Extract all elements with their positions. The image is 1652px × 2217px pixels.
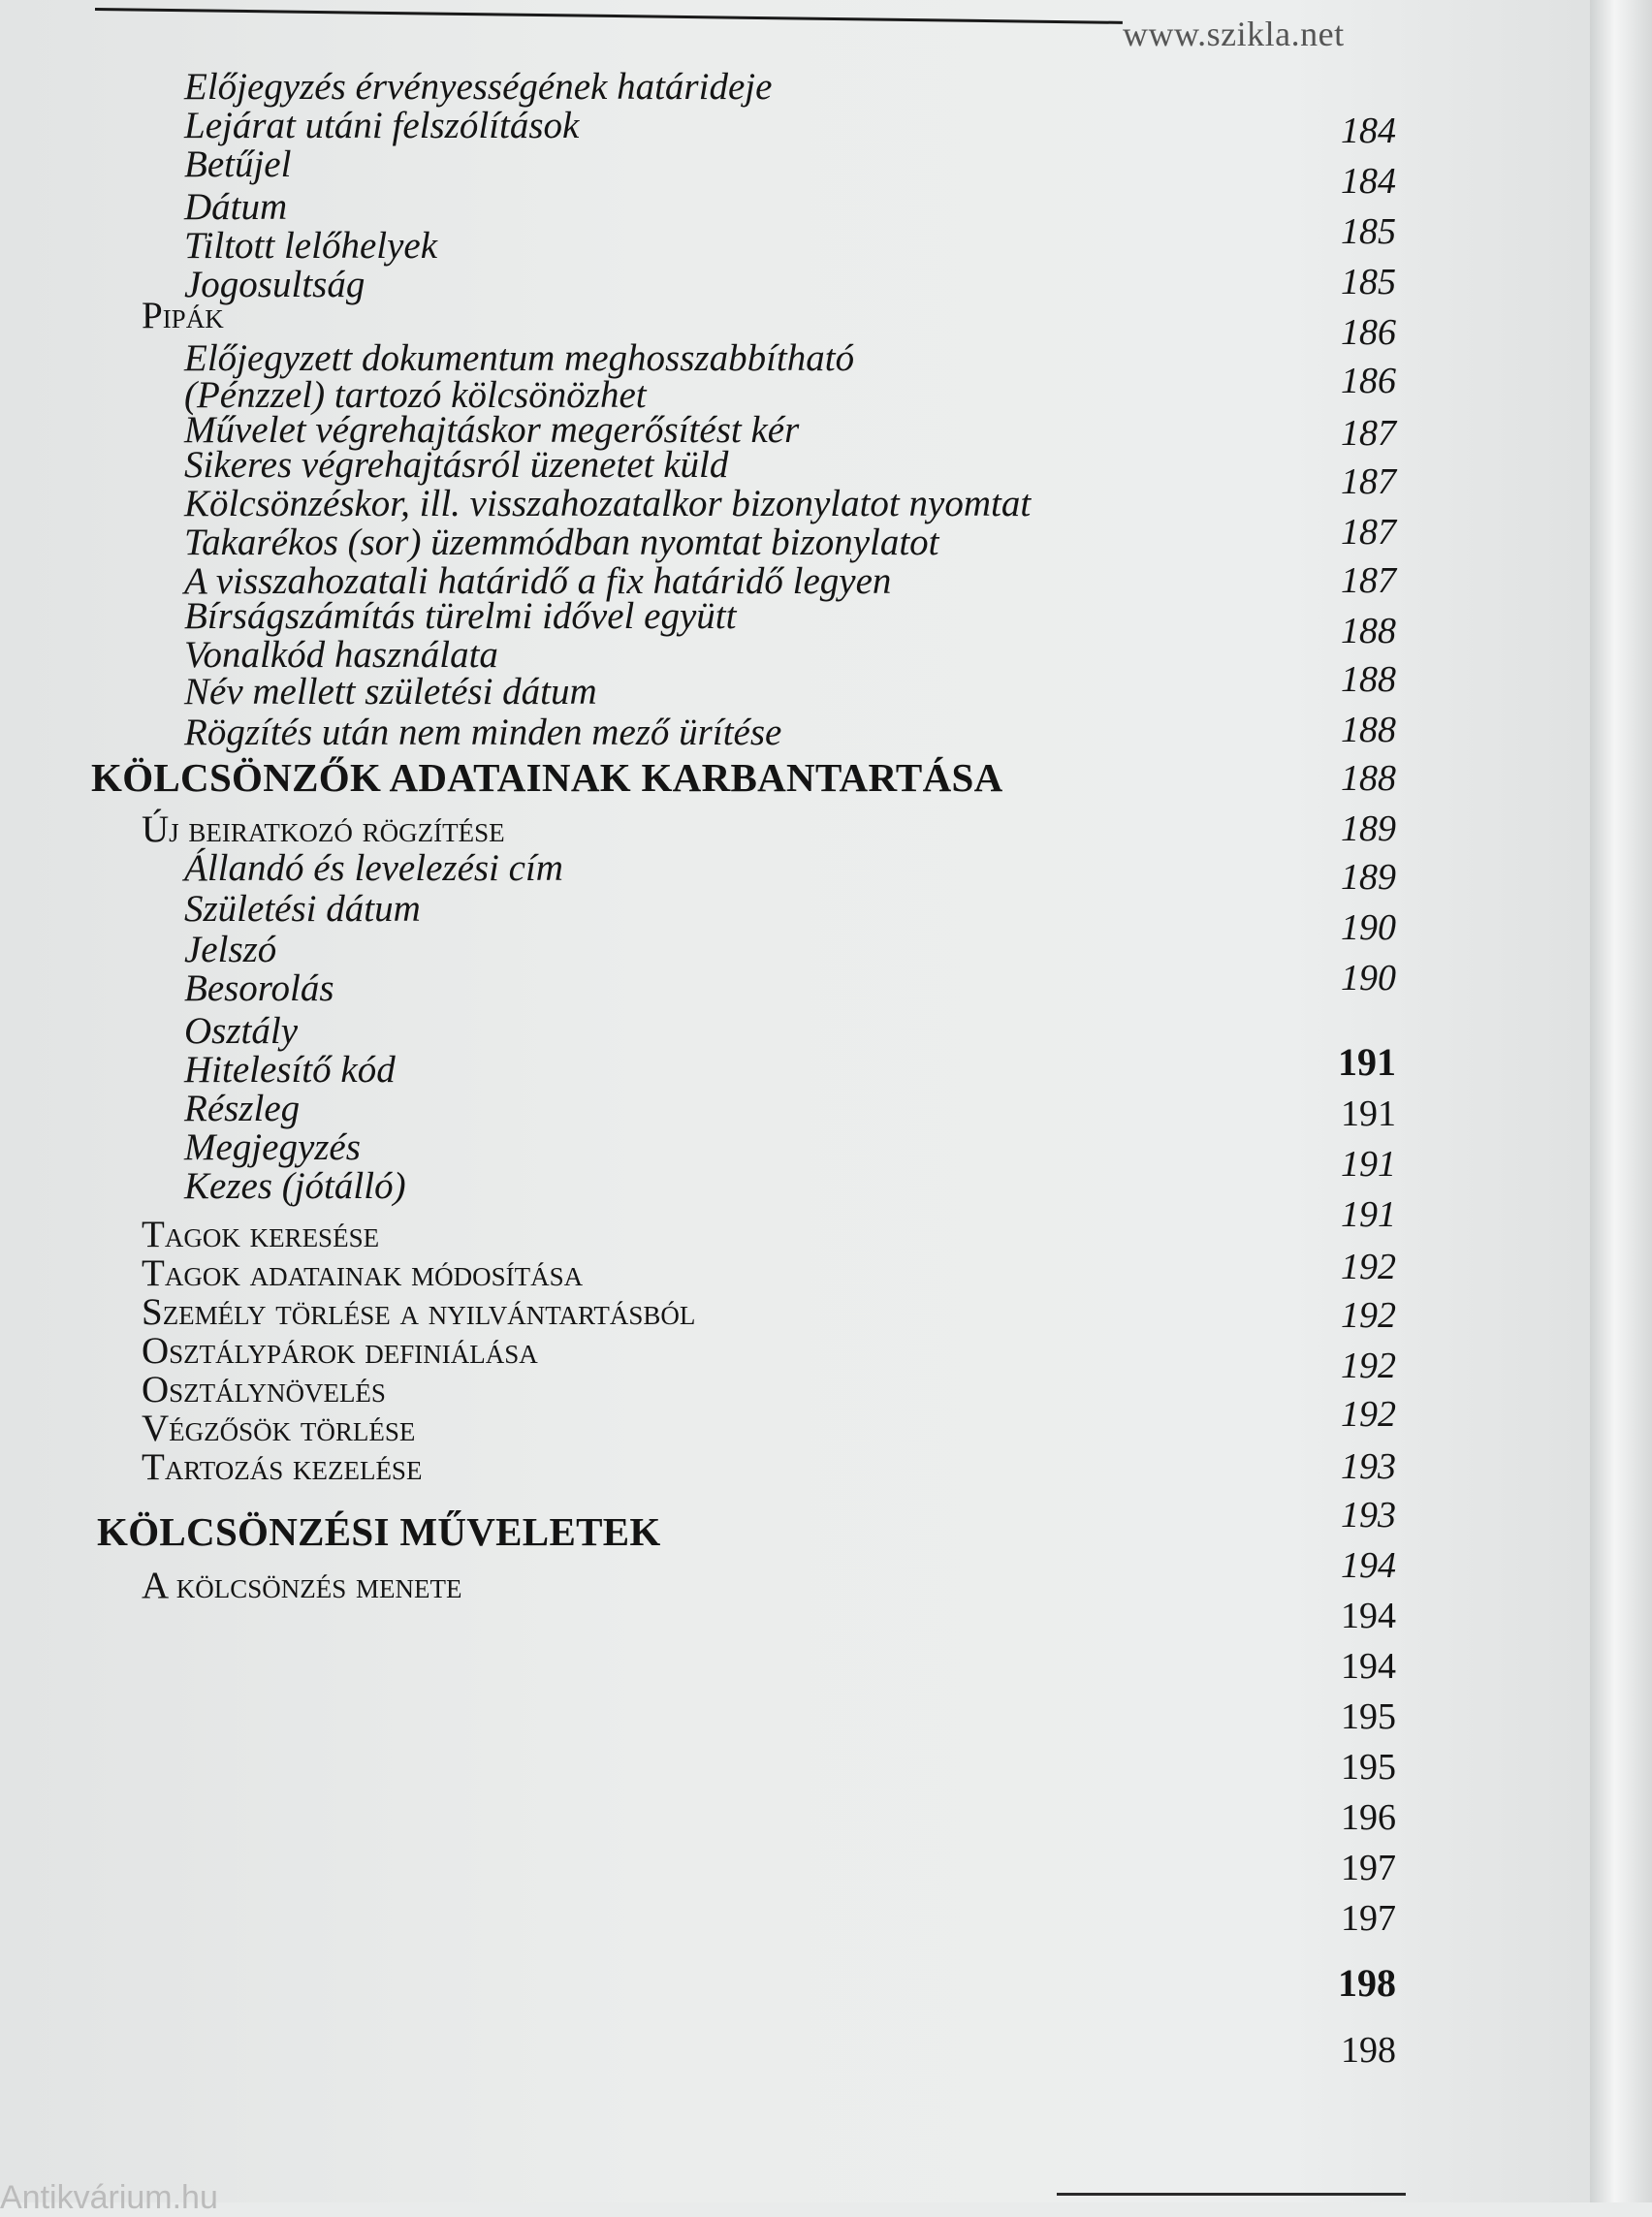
page-number: 187 (1341, 560, 1396, 601)
subsection-entry: Művelet végrehajtáskor megerősítést kér (184, 409, 800, 451)
chapter-heading: KÖLCSÖNZŐK ADATAINAK KARBANTARTÁSA (91, 755, 1003, 800)
page-number: 187 (1341, 413, 1396, 454)
page-number: 191 (1338, 1040, 1396, 1084)
subsection-entry: Betűjel (184, 143, 292, 185)
subsection-entry: Állandó és levelezési cím (184, 847, 563, 889)
subsection-entry: Sikeres végrehajtásról üzenetet küld (184, 444, 729, 486)
subsection-entry: Előjegyzés érvényességének határideje (184, 66, 773, 108)
page-number: 195 (1341, 1747, 1396, 1788)
subsection-entry: Takarékos (sor) üzemmódban nyomtat bizonylatot (184, 522, 939, 563)
page-number: 193 (1341, 1446, 1396, 1487)
page-number: 187 (1341, 461, 1396, 502)
section-entry: Tartozás kezelése (142, 1446, 423, 1488)
page-number: 192 (1341, 1394, 1396, 1435)
page-number: 192 (1341, 1295, 1396, 1336)
page-number: 194 (1341, 1545, 1396, 1586)
page-number: 197 (1341, 1898, 1396, 1939)
section-entry: Személy törlése a nyilvántartásból (142, 1291, 696, 1333)
page-number: 191 (1341, 1093, 1396, 1134)
page-number: 185 (1341, 211, 1396, 252)
page-number: 188 (1341, 710, 1396, 750)
subsection-entry: Osztály (184, 1010, 298, 1052)
page-number: 192 (1341, 1247, 1396, 1287)
chapter-heading: KÖLCSÖNZÉSI MŰVELETEK (97, 1509, 661, 1554)
section-entry: Osztálynövelés (142, 1369, 386, 1410)
subsection-entry: Részleg (184, 1088, 301, 1129)
section-entry: Új beiratkozó rögzítése (142, 808, 505, 850)
subsection-entry: Hitelesítő kód (184, 1049, 396, 1091)
page-number: 188 (1341, 611, 1396, 651)
page-number: 194 (1341, 1646, 1396, 1687)
subsection-entry: Jogosultság (184, 264, 365, 305)
book-spine (1590, 0, 1652, 2202)
subsection-entry: Tiltott lelőhelyek (184, 225, 438, 267)
section-entry: Végzősök törlése (142, 1408, 416, 1449)
page-number: 195 (1341, 1696, 1396, 1737)
page-number: 184 (1341, 111, 1396, 151)
page-number: 193 (1341, 1495, 1396, 1536)
page-number: 194 (1341, 1596, 1396, 1636)
subsection-entry: A visszahozatali határidő a fix határidő legyen (184, 560, 892, 602)
page-number: 192 (1341, 1346, 1396, 1386)
page-number: 190 (1341, 958, 1396, 998)
footer-rule (1057, 2193, 1406, 2196)
page-number: 187 (1341, 512, 1396, 553)
subsection-entry: Megjegyzés (184, 1126, 361, 1168)
subsection-entry: Vonalkód használata (184, 634, 498, 676)
page-number: 185 (1341, 262, 1396, 302)
subsection-entry: Születési dátum (184, 888, 421, 930)
subsection-entry: (Pénzzel) tartozó kölcsönözhet (184, 374, 647, 416)
subsection-entry: Lejárat utáni felszólítások (184, 105, 580, 146)
page-number: 188 (1341, 659, 1396, 700)
page-number: 188 (1341, 758, 1396, 799)
page-number: 191 (1341, 1144, 1396, 1185)
page-number: 190 (1341, 907, 1396, 948)
page-number: 189 (1341, 857, 1396, 898)
subsection-entry: Besorolás (184, 967, 334, 1009)
page-number: 198 (1338, 1961, 1396, 2005)
subsection-entry: Kezes (jótálló) (184, 1165, 406, 1207)
subsection-entry: Név mellett születési dátum (184, 671, 597, 713)
page-number: 189 (1341, 808, 1396, 849)
subsection-entry: Előjegyzett dokumentum meghosszabbítható (184, 337, 855, 379)
subsection-entry: Bírságszámítás türelmi idővel együtt (184, 595, 737, 637)
watermark: Antikvárium.hu (0, 2179, 218, 2216)
site-url: www.szikla.net (1123, 15, 1345, 53)
section-entry: Tagok adatainak módosítása (142, 1252, 584, 1294)
page-number: 197 (1341, 1848, 1396, 1888)
section-entry: Pipák (142, 295, 224, 336)
page-number: 198 (1341, 2030, 1396, 2071)
subsection-entry: Dátum (184, 186, 288, 228)
subsection-entry: Jelszó (184, 929, 277, 970)
section-entry: A kölcsönzés menete (142, 1565, 462, 1606)
page-number: 186 (1341, 361, 1396, 401)
subsection-entry: Kölcsönzéskor, ill. visszahozatalkor bizonylatot nyomtat (184, 483, 1032, 524)
page-number: 196 (1341, 1797, 1396, 1838)
section-entry: Osztálypárok definiálása (142, 1330, 538, 1372)
page-number: 191 (1341, 1194, 1396, 1235)
subsection-entry: Rögzítés után nem minden mező ürítése (184, 712, 782, 753)
page-number: 186 (1341, 312, 1396, 353)
section-entry: Tagok keresése (142, 1214, 380, 1255)
page-number: 184 (1341, 161, 1396, 202)
